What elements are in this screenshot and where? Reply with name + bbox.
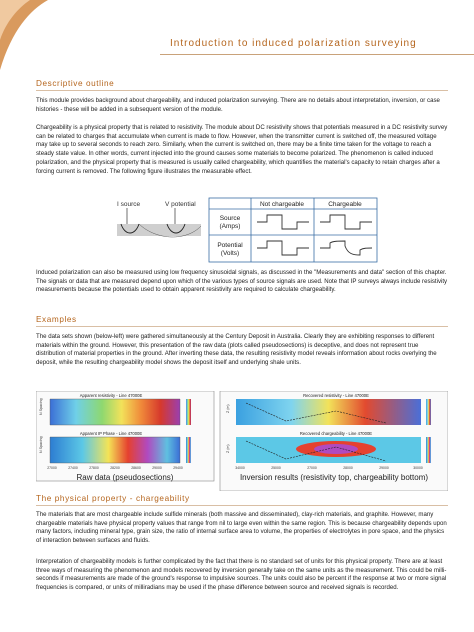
col-header-not-chargeable: Not chargeable (259, 201, 305, 208)
colorbar-recovered-chargeability (426, 437, 431, 463)
axis-label-z: Z (m) (226, 444, 230, 453)
section-rule (36, 326, 448, 327)
tick-right-0: 34000 (235, 466, 245, 470)
tick-left-4: 28600 (131, 466, 141, 470)
panel-title-apparent-ip: Apparent IP Phase - Line 47000E (79, 431, 143, 436)
row-label-source-unit: (Amps) (219, 223, 241, 230)
panel-title-recovered-resistivity: Recovered resistivity - Line 47000E (303, 393, 369, 398)
tick-right-1: 25000 (271, 466, 281, 470)
tick-left-0: 27000 (47, 466, 57, 470)
corner-decoration (0, 0, 48, 70)
signal-table (209, 198, 377, 262)
examples-paragraph-1: The data sets shown (below-left) were gathered simultaneously at the Century Deposit in Australia. Clearly they are exhibiting responses to different materials within the ground. However, this presentation of the raw data (plots called pseudosections) is deceptive, and does not represent true distribution of material properties in the ground. After inverting these data, the resulting resistivity model reveals information about rocks overlying the deposit, while the resulting chargeability model shows the deposit itself and underlying shale units. (36, 333, 437, 367)
panel-title-apparent-resistivity: Apparent resistivity - Line 47000E (79, 393, 143, 398)
outline-paragraph-1: This module provides background about chargeability, and induced polarization surveying. There are no details about interpretation, inversion, or case histories - these will be added in a subsequent version of the module. (36, 97, 440, 113)
col-header-chargeable: Chargeable (328, 201, 362, 208)
tick-right-5: 30000 (413, 466, 423, 470)
outline-paragraph-3: Induced polarization can also be measured using low frequency sinusoidal signals, as discussed in the "Measurements and data" section of this chapter. The signals or data that are measured depend upon which of the various types of source signals are used. Note that IP surveys always include resistivity measurements because the potentials used to obtain apparent resistivity are required to calculate chargeability. (36, 269, 448, 294)
panel-title-recovered-chargeability: Recovered chargeability - Line 47000E (299, 431, 373, 436)
tick-left-3: 28200 (110, 466, 120, 470)
tick-right-3: 28000 (343, 466, 353, 470)
tick-left-2: 27800 (89, 466, 99, 470)
outline-paragraph-2: Chargeability is a physical property that is related to resistivity. The module about DC resistivity shows that potentials measured in a DC resistivity survey can be related to charges that accumulate when current is made to flow. However, when the transmitter current is switched off, the measured voltage may take up to several seconds to reach zero. Similarly, when the current is switched on, there may be a finite time taken for the voltage to reach a steady state value. In other words, current injected into the ground causes some materials to become polarized. The phenomenon is called induced polarization, and the physical property that is measured is usually called chargeability, which quantifies the material's capacity to retain charges after a forcing current is removed. The following figure illustrates the measurable effect. (36, 124, 448, 175)
section-heading-physical-property: The physical property - chargeability (36, 494, 190, 503)
caption-inversion: Inversion results (resistivity top, chargeability bottom) (239, 473, 429, 482)
axis-label-n-spacing: N Spacing (39, 436, 43, 453)
row-label-source: Source (219, 215, 241, 222)
tick-right-2: 27000 (307, 466, 317, 470)
row-label-potential-unit: (Volts) (220, 250, 240, 257)
tick-left-5: 29000 (152, 466, 162, 470)
colorbar-ip (186, 437, 191, 463)
title-rule (160, 54, 474, 55)
colorbar-recovered-resistivity (426, 399, 431, 425)
pseudosection-resistivity (50, 399, 180, 425)
section-heading-examples: Examples (36, 315, 77, 324)
axis-label-z: Z (m) (226, 404, 230, 413)
section-heading-outline: Descriptive outline (36, 79, 115, 88)
label-v-potential: V potential (165, 201, 196, 208)
tick-left-1: 27400 (68, 466, 78, 470)
label-i-source: I source (117, 201, 141, 208)
row-label-potential: Potential (217, 242, 243, 249)
pseudosection-ip-phase (50, 437, 180, 463)
page-title: Introduction to induced polarization surveying (170, 38, 417, 49)
property-paragraph-1: The materials that are most chargeable include sulfide minerals (both massive and disseminated), clay-rich materials, and graphite. However, many chargeable materials have physical property values that range from nil to large even within the same region. This is because chargeability depends upon many factors, including mineral type, grain size, the ratio of internal surface area to volume, the properties of electrolytes in pore space, and the physics of interaction between surfaces and fluids. (36, 511, 447, 545)
colorbar-resistivity (186, 399, 191, 425)
tick-right-4: 29000 (379, 466, 389, 470)
axis-label-n-spacing: N Spacing (39, 398, 43, 415)
model-resistivity (236, 399, 421, 425)
section-rule (36, 505, 448, 506)
figure-century-deposit (36, 391, 448, 491)
property-paragraph-2: Interpretation of chargeability models is further complicated by the fact that there is no standard set of units for this physical property. There are at least three ways of measuring the phenomenon and models recovered by inversion generally take on the same units as the measurement. This could be milli-seconds if measurements are made of the ground's response to impulsive sources. The units could also be percent if the response at two or more signal frequencies is compared, or units of milliradians may be used if the phase difference between source and received signals is recorded. (36, 558, 447, 592)
tick-left-6: 29400 (173, 466, 183, 470)
section-rule (36, 90, 448, 91)
caption-raw-data: Raw data (pseudosections) (76, 473, 174, 482)
figure-chargeability-illustration (117, 196, 379, 264)
